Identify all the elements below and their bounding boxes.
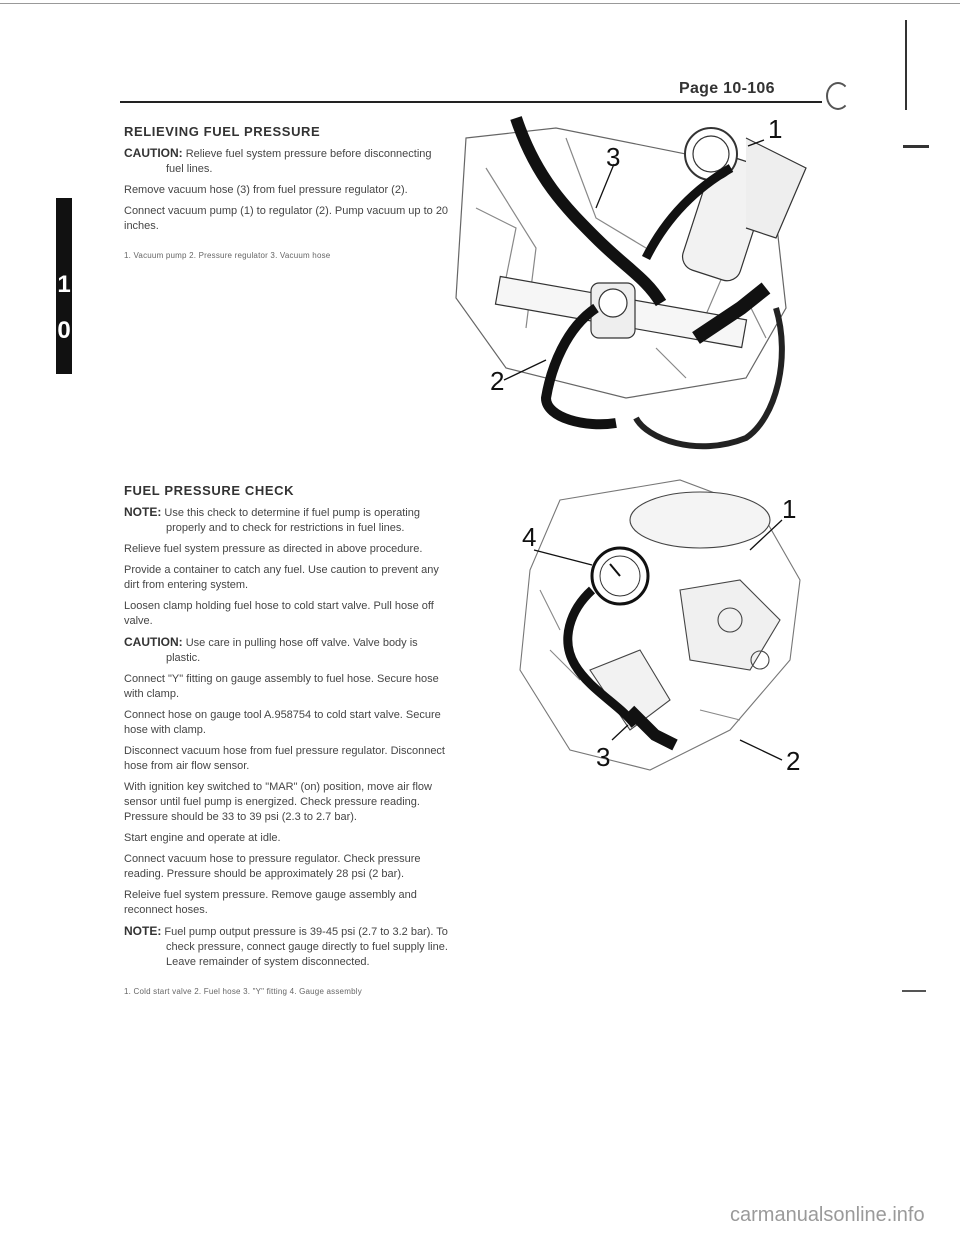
note-label: NOTE: xyxy=(124,505,162,519)
caution-label: CAUTION: xyxy=(124,635,183,649)
figure-callout: 2 xyxy=(786,746,801,776)
figure-caption: 1. Vacuum pump 2. Pressure regulator 3. Vacuum hose xyxy=(124,251,331,260)
caution-text: Use care in pulling hose off valve. Valve body is plastic. xyxy=(166,637,418,664)
note-label: NOTE: xyxy=(124,924,162,938)
caution-paragraph xyxy=(124,635,452,666)
note-text: Fuel pump output pressure is 39-45 psi (2.7 to 3.2 bar). To check pressure, connect gauge directly to fuel supply line. Leave remainder of system disconnected. xyxy=(164,926,448,968)
figure-callout: 2 xyxy=(490,366,505,396)
section-title: RELIEVING FUEL PRESSURE xyxy=(124,124,321,139)
step-paragraph: Connect vacuum pump (1) to regulator (2). Pump vacuum up to 20 inches. xyxy=(124,205,449,232)
note-paragraph xyxy=(124,924,452,970)
watermark: carmanualsonline.info xyxy=(730,1204,925,1226)
step-paragraph: Connect vacuum hose to pressure regulator. Check pressure reading. Pressure should be approximately 28 psi (2 bar). xyxy=(124,853,421,880)
scan-edge-line xyxy=(0,0,960,8)
figure-callout: 1 xyxy=(768,114,783,144)
section-tab-digit: 1 xyxy=(57,271,71,298)
margin-scan-line xyxy=(905,20,907,110)
figure-callout: 4 xyxy=(522,522,537,552)
margin-tab-mark xyxy=(903,145,929,148)
figure-fuel-gauge-illustration xyxy=(500,470,840,800)
caution-paragraph xyxy=(124,146,452,177)
section-title: FUEL PRESSURE CHECK xyxy=(124,483,295,498)
note-text: Use this check to determine if fuel pump is operating properly and to check for restrictions in fuel lines. xyxy=(164,507,420,534)
step-paragraph: Releive fuel system pressure. Remove gauge assembly and reconnect hoses. xyxy=(124,889,417,916)
margin-tab-mark xyxy=(902,990,926,992)
figure-callout: 3 xyxy=(596,742,611,772)
page-number: Page 10-106 xyxy=(679,80,775,97)
step-paragraph: Connect hose on gauge tool A.958754 to cold start valve. Secure hose with clamp. xyxy=(124,709,441,736)
step-paragraph: Loosen clamp holding fuel hose to cold start valve. Pull hose off valve. xyxy=(124,600,434,627)
figure-callout: 3 xyxy=(606,142,621,172)
step-paragraph: With ignition key switched to "MAR" (on) position, move air flow sensor until fuel pump is energized. Check pressure reading. Pressure should be 33 to 39 psi (2.3 to 2.7 bar). xyxy=(124,781,432,823)
step-paragraph: Connect "Y" fitting on gauge assembly to fuel hose. Secure hose with clamp. xyxy=(124,673,439,700)
step-paragraph: Provide a container to catch any fuel. Use caution to prevent any dirt from entering system. xyxy=(124,564,439,591)
figure-caption: 1. Cold start valve 2. Fuel hose 3. "Y" fitting 4. Gauge assembly xyxy=(124,987,362,996)
figure-callout: 1 xyxy=(782,494,797,524)
step-paragraph: Start engine and operate at idle. xyxy=(124,832,281,844)
section-relieving-fuel-pressure xyxy=(124,124,452,269)
section-fuel-pressure-check xyxy=(124,483,452,1005)
note-paragraph xyxy=(124,505,452,536)
step-paragraph: Relieve fuel system pressure as directed in above procedure. xyxy=(124,543,423,555)
section-tab-digit: 0 xyxy=(57,317,71,344)
step-paragraph: Remove vacuum hose (3) from fuel pressure regulator (2). xyxy=(124,184,408,196)
caution-text: Relieve fuel system pressure before disconnecting fuel lines. xyxy=(166,148,432,175)
caution-label: CAUTION: xyxy=(124,146,183,160)
figure-vacuum-pump-illustration xyxy=(446,98,846,448)
step-paragraph: Disconnect vacuum hose from fuel pressure regulator. Disconnect hose from air flow sensor. xyxy=(124,745,445,772)
